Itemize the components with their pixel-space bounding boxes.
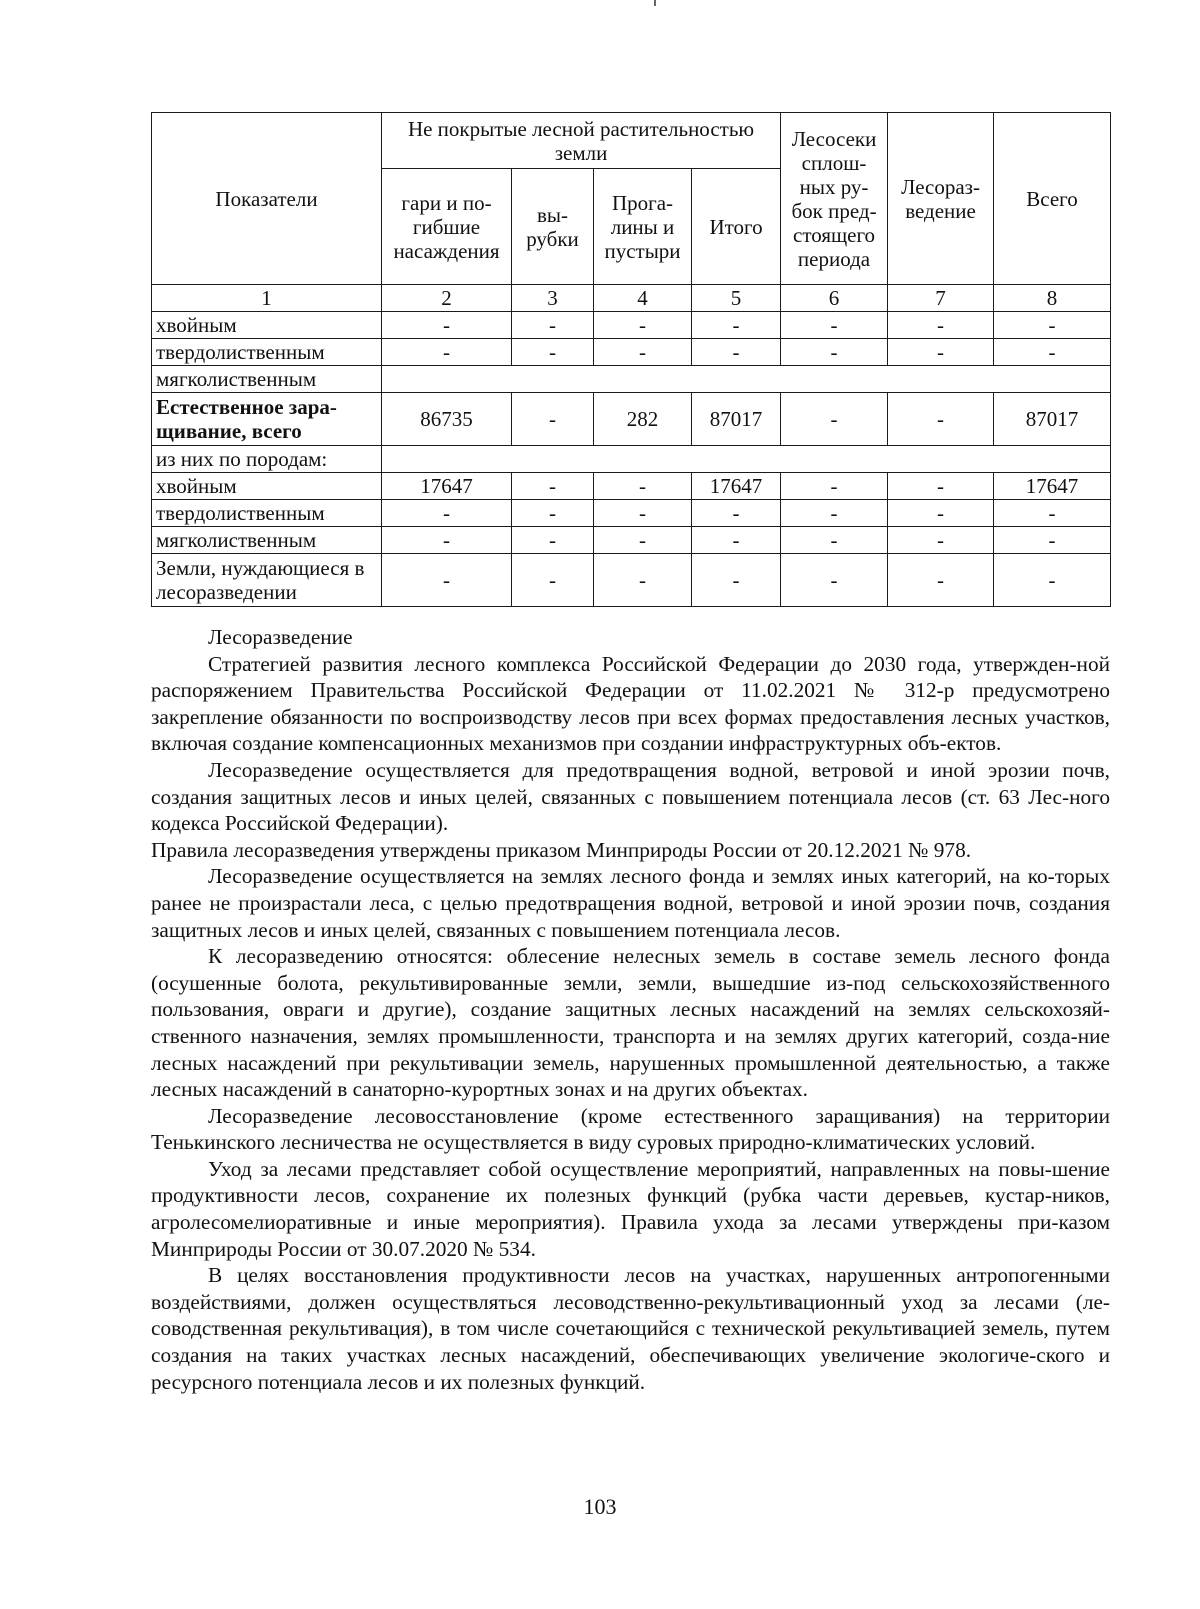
header-total-group: Итого	[692, 169, 781, 285]
row-label-by-species: из них по породам:	[152, 446, 382, 473]
table-cell: -	[888, 500, 994, 527]
table-cell: -	[594, 500, 692, 527]
table-cell: -	[888, 527, 994, 554]
header-clearcuts: Лесосеки сплош-ных ру-бок пред-стоящего периода	[781, 113, 888, 285]
table-header-row	[152, 113, 1111, 169]
table-cell: 17647	[692, 473, 781, 500]
table-cell: -	[382, 500, 512, 527]
row-label: мягколиственным	[152, 527, 382, 554]
table-cell: -	[994, 527, 1111, 554]
row-label: хвойным	[152, 312, 382, 339]
table-row	[152, 500, 1111, 527]
table-cell: 86735	[382, 393, 512, 446]
row-label: хвойным	[152, 473, 382, 500]
table-cell: -	[382, 527, 512, 554]
table-cell: -	[888, 393, 994, 446]
table-cell: -	[594, 527, 692, 554]
table-cell: -	[781, 554, 888, 607]
paragraph: Лесоразведение лесовосстановление (кроме естественного заращивания) на территории Тенькинского лесничества не осуществляется в виду суровых природно-климатических условий.	[151, 1103, 1110, 1155]
table-cell: -	[994, 500, 1111, 527]
header-glades: Прога-лины и пустыри	[594, 169, 692, 285]
table-cell: -	[512, 527, 594, 554]
table-cell: -	[781, 312, 888, 339]
table-cell: -	[781, 500, 888, 527]
table-cell: -	[512, 393, 594, 446]
column-number: 3	[512, 285, 594, 312]
paragraph: Правила лесоразведения утверждены приказом Минприроды России от 20.12.2021 № 978.	[151, 837, 972, 862]
body-text	[151, 624, 1110, 1395]
table-cell: -	[692, 527, 781, 554]
empty-merged-cell	[382, 366, 1111, 393]
header-cuttings: вы-рубки	[512, 169, 594, 285]
table-row	[152, 446, 1111, 473]
column-number: 5	[692, 285, 781, 312]
section-heading: Лесоразведение	[208, 625, 353, 649]
row-label-natural-regrowth: Естественное зара-щивание, всего	[152, 393, 382, 446]
paragraph: К лесоразведению относятся: облесение нелесных земель в составе земель лесного фонда (осушенные болота, рекультивированные земли, земли, вышедшие из-под сельскохозяйственного пользования, овраги и другие), создание защитных лесных насаждений на землях сельскохозяй-ственного назначения, землях промышленности, транспорта и на землях других категорий, созда-ние лесных насаждений при рекультивации земель, нарушенных промышленной деятельностью, а также лесных насаждений в санаторно-курортных зонах и на других объектах.	[151, 944, 1110, 1102]
table-cell: -	[888, 312, 994, 339]
table-row	[152, 527, 1111, 554]
table-cell: -	[512, 500, 594, 527]
reforestation-table	[151, 112, 1111, 607]
column-number: 4	[594, 285, 692, 312]
table-cell: -	[512, 473, 594, 500]
paragraph: Лесоразведение осуществляется на землях лесного фонда и землях иных категорий, на ко-торых ранее не произрастали леса, с целью предотвращения водной, ветровой и иной эрозии почв, создания защитных лесов и иных целей, связанных с повышением потенциала лесов.	[151, 864, 1110, 942]
table-cell: -	[382, 312, 512, 339]
table-cell: -	[994, 554, 1111, 607]
table-cell: -	[888, 473, 994, 500]
table-cell: -	[994, 339, 1111, 366]
table-cell: -	[888, 339, 994, 366]
table-cell: 17647	[382, 473, 512, 500]
table-cell: -	[692, 554, 781, 607]
page-number: 103	[583, 1494, 617, 1519]
table-cell: -	[781, 527, 888, 554]
table-cell: -	[781, 393, 888, 446]
column-number-row	[152, 285, 1111, 312]
table-row	[152, 473, 1111, 500]
table-cell: -	[594, 339, 692, 366]
row-label: мягколиственным	[152, 366, 382, 393]
empty-merged-cell	[382, 446, 1111, 473]
table-cell: -	[888, 554, 994, 607]
table-row	[152, 339, 1111, 366]
scan-mark	[654, 0, 656, 6]
row-label: Земли, нуждающиеся в лесоразведении	[152, 554, 382, 607]
table-cell: -	[382, 554, 512, 607]
table-cell: -	[382, 339, 512, 366]
paragraph: Лесоразведение осуществляется для предотвращения водной, ветровой и иной эрозии почв, создания защитных лесов и иных целей, связанных с повышением потенциала лесов (ст. 63 Лес-ного кодекса Российской Федерации).	[151, 757, 1110, 836]
header-not-covered-lands: Не покрытые лесной растительностью земли	[382, 113, 781, 169]
table-cell: -	[594, 473, 692, 500]
table-row	[152, 312, 1111, 339]
header-total: Всего	[994, 113, 1111, 285]
column-number: 1	[152, 285, 382, 312]
table-row-natural-regrowth	[152, 393, 1111, 446]
column-number: 7	[888, 285, 994, 312]
paragraph: Уход за лесами представляет собой осуществление мероприятий, направленных на повы-шение продуктивности лесов, сохранение их полезных функций (рубка части деревьев, кустар-ников, агролесомелиоративные и иные мероприятия). Правила ухода за лесами утверждены при-казом Минприроды России от 30.07.2020 № 534.	[151, 1156, 1110, 1261]
column-number: 6	[781, 285, 888, 312]
table-cell: -	[781, 339, 888, 366]
paragraph: Стратегией развития лесного комплекса Российской Федерации до 2030 года, утвержден-ной распоряжением Правительства Российской Федерации от 11.02.2021 № 312-р предусмотрено закрепление обязанности по воспроизводству лесов при всех формах предоставления лесных участков, включая создание компенсационных механизмов при создании инфраструктурных объ-ектов.	[151, 651, 1110, 756]
table-cell: 282	[594, 393, 692, 446]
paragraph: В целях восстановления продуктивности лесов на участках, нарушенных антропогенными воздействиями, должен осуществляться лесоводственно-рекультивационный уход за лесами (ле-соводственная рекультивация), в том числе сочетающийся с технической рекультивацией земель, путем создания на таких участках лесных насаждений, обеспечивающих увеличение экологиче-ского и ресурсного потенциала лесов и их полезных функций.	[151, 1263, 1110, 1394]
column-number: 8	[994, 285, 1111, 312]
table-cell: -	[692, 500, 781, 527]
header-burnt: гари и по-гибшие насаждения	[382, 169, 512, 285]
table-row	[152, 366, 1111, 393]
table-row-need-afforestation	[152, 554, 1111, 607]
table-cell: -	[994, 312, 1111, 339]
table-cell: -	[512, 339, 594, 366]
table-cell: -	[594, 554, 692, 607]
row-label: твердолиственным	[152, 339, 382, 366]
table-cell: -	[594, 312, 692, 339]
table-cell: -	[512, 554, 594, 607]
table-cell: -	[692, 339, 781, 366]
header-indicators: Показатели	[152, 113, 382, 285]
table-cell: -	[781, 473, 888, 500]
table-cell: -	[512, 312, 594, 339]
table-cell: 17647	[994, 473, 1111, 500]
table-cell: 87017	[994, 393, 1111, 446]
row-label: твердолиственным	[152, 500, 382, 527]
column-number: 2	[382, 285, 512, 312]
header-afforestation: Лесораз-ведение	[888, 113, 994, 285]
table-cell: 87017	[692, 393, 781, 446]
table-cell: -	[692, 312, 781, 339]
